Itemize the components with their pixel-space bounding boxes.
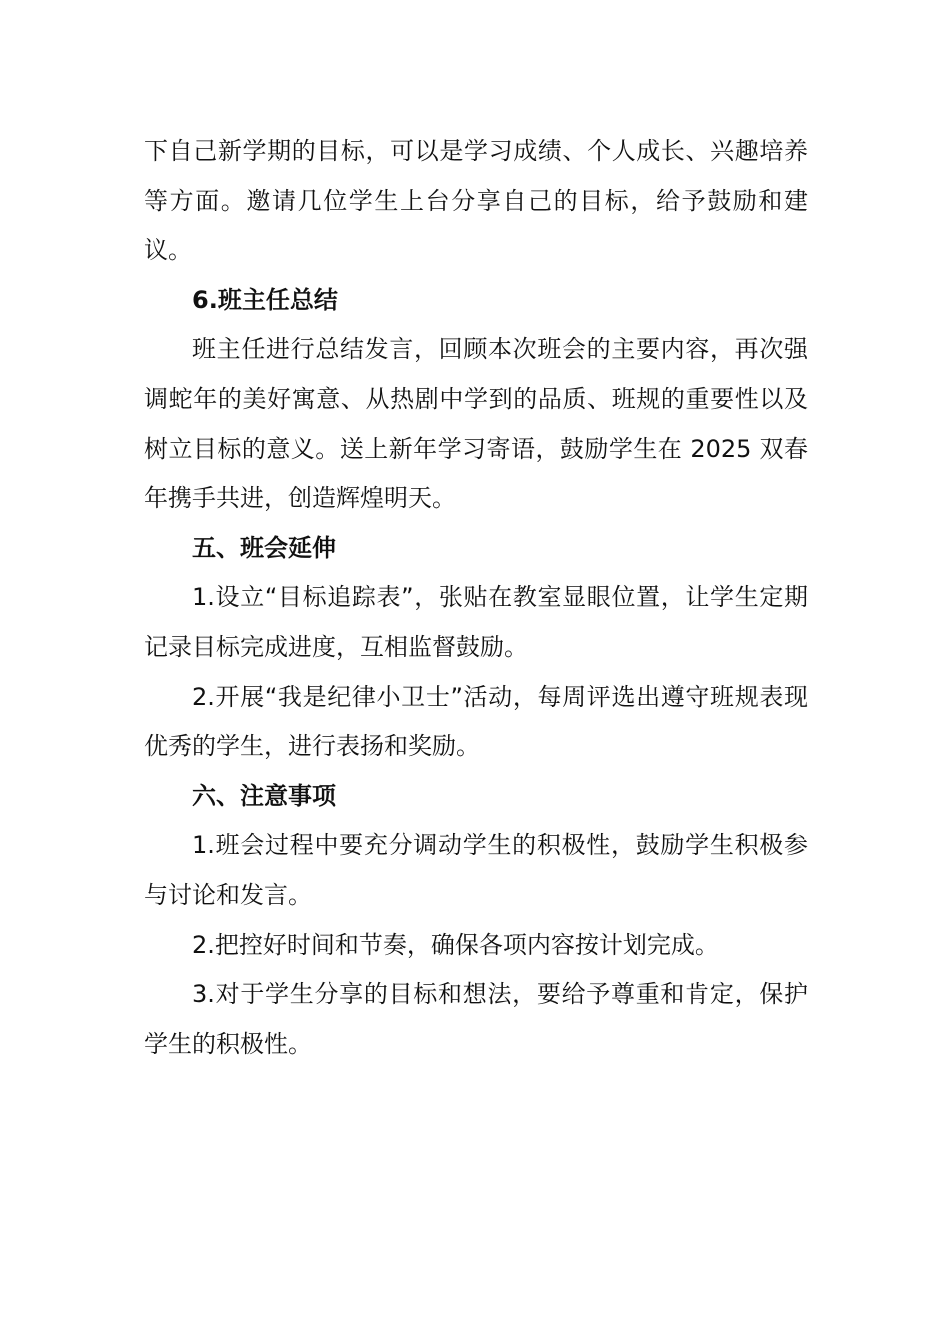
paragraph-note-2: 2.把控好时间和节奏，确保各项内容按计划完成。 [192, 930, 719, 959]
paragraph-discipline-activity: 2.开展“我是纪律小卫士”活动，每周评选出遵守班规表现优秀的学生，进行表扬和奖励。 [144, 682, 808, 761]
heading-meeting-extension: 五、班会延伸 [192, 533, 336, 562]
paragraph-note-3: 3.对于学生分享的目标和想法，要给予尊重和肯定，保护学生的积极性。 [144, 980, 808, 1058]
document-body [144, 127, 808, 1069]
heading-notes: 六、注意事项 [192, 781, 336, 810]
paragraph-note-1: 1.班会过程中要充分调动学生的积极性，鼓励学生积极参与讨论和发言。 [144, 831, 808, 909]
heading-teacher-summary: 6.班主任总结 [192, 285, 338, 314]
paragraph-goal-sharing: 下自己新学期的目标，可以是学习成绩、个人成长、兴趣培养等方面。邀请几位学生上台分享自己的目标，给予鼓励和建议。 [144, 137, 808, 265]
paragraph-goal-tracking: 1.设立“目标追踪表”，张贴在教室显眼位置，让学生定期记录目标完成进度，互相监督鼓励。 [144, 583, 808, 661]
paragraph-teacher-summary: 班主任进行总结发言，回顾本次班会的主要内容，再次强调蛇年的美好寓意、从热剧中学到的品质、班规的重要性以及树立目标的意义。送上新年学习寄语，鼓励学生在 2025 双春年携手共进，创造辉煌明天。 [144, 335, 808, 513]
